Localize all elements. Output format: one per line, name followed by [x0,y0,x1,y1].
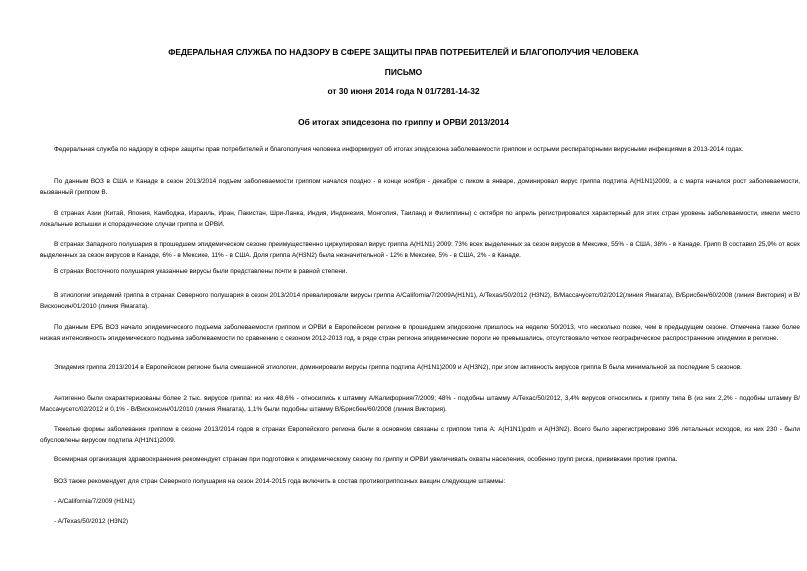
doc-type-heading: ПИСЬМО [384,67,423,77]
paragraph-vaccine-strains [40,477,800,488]
paragraph-who-europe-text: По данным ЕРБ ВОЗ начало эпидемического подъема заболеваемости гриппом и ОРВИ в Европейском регионе в прошедшем эпидсезоне пришлось на неделю 50/2013, что несколько позже, чем в предыдущем сезоне. Отмечена также более низкая интенсивность эпидемического подъема заболеваемости по сравнению с сезоном 2012-2013 год, в ряде стран региона эпидемические пороги не превышались, отсутствовало четкое географическое распространение эпидемии в регионе. [40,324,800,342]
paragraph-western-hemisphere [40,240,800,261]
paragraph-who-recommendation-text: Всемирная организация здравоохранения рекомендует странам при подготовке к эпидемическому сезону по гриппу и ОРВИ увеличивать охваты населения, особенно групп риска, прививками против гриппа. [54,456,678,463]
date-number-heading: от 30 июня 2014 года N 01/7281-14-32 [327,86,480,96]
paragraph-antigenic-text: Антигенно были охарактеризованы более 2 тыс. вирусов гриппа: из них 48,6% - относились к штамму A/Калифорния/7/2009; 48% - подобны штамму A/Техас/50/2012, 3,4% вирусов относились к гриппу типа B (из них 2,2% - подобны штамму B/Массачусетс/02/2012 и 0,1% - B/Висконсин/01/2010 (линия Ямагата), 1,1% были подобны штамму B/Брисбен/60/2008 (линия Виктория). [40,395,800,413]
paragraph-antigenic [40,394,800,415]
strain-list-item [40,517,800,528]
paragraph-european-epidemic [40,363,800,374]
strain-list-item-text: - A/California/7/2009 (H1N1) [54,498,135,505]
strain-list-item-text: - A/Texas/50/2012 (H3N2) [54,518,129,525]
agency-heading: ФЕДЕРАЛЬНАЯ СЛУЖБА ПО НАДЗОРУ В СФЕРЕ ЗАЩИТЫ ПРАВ ПОТРЕБИТЕЛЕЙ И БЛАГОПОЛУЧИЯ ЧЕЛОВЕКА [168,47,639,57]
document-title: Об итогах эпидсезона по гриппу и ОРВИ 2013/2014 [298,117,509,127]
paragraph-etiology-text: В этиологии эпидемий гриппа в странах Северного полушария в сезон 2013/2014 превалировали вирусы гриппа A/California/7/2009A(H1N1), A/Texas/50/2012 (H3N2), B/Массачусетс/02/2012(линия Ямагата), B/Брисбен/60/2008 (линия Виктория) и B/Висконсин/01/2010 (линия Ямагата). [40,292,800,310]
paragraph-vaccine-strains-text: ВОЗ также рекомендует для стран Северного полушария на сезон 2014-2015 года включить в состав противогриппозных вакцин следующие штаммы: [54,478,506,485]
paragraph-who-recommendation [40,455,800,466]
paragraph-usa-canada-text: По данным ВОЗ в США и Канаде в сезон 2013/2014 подъем заболеваемости гриппом начался поздно - в конце ноября - декабре с пиком в январе, доминировал вирус гриппа подтипа A(H1N1)2009, а с марта начался рост заболеваемости, вызванный гриппом B. [40,178,800,196]
paragraph-intro-text: Федеральная служба по надзору в сфере защиты прав потребителей и благополучия человека информирует об итогах эпидсезона заболеваемости гриппом и острыми респираторными вирусными инфекциями в 2013-2014 годах. [54,146,744,153]
paragraph-european-epidemic-text: Эпидемия гриппа 2013/2014 в Европейском регионе была смешанной этиологии, доминировали вирусы гриппа подтипа A(H1N1)2009 и A(H3N2), при этом активность вирусов гриппа B была минимальной за последние 5 сезонов. [54,364,742,371]
paragraph-etiology [40,291,800,312]
paragraph-severe-cases-text: Тяжелые формы заболевания гриппом в сезоне 2013/2014 годов в странах Европейского региона были в основном связаны с гриппом типа А: A(H1N1)pdm и A(H3N2). Всего было зарегистрировано 396 летальных исходов, из них 230 - были обусловлены вирусом подтипа A(H1N1)2009. [40,426,800,444]
paragraph-usa-canada [40,177,800,198]
paragraph-intro [40,145,800,156]
strain-list-item [40,497,800,508]
paragraph-asia-text: В странах Азии (Китай, Япония, Камбоджа, Израиль, Иран, Пакистан, Шри-Ланка, Индия, Индонезия, Монголия, Таиланд и Филиппины) с октября по апрель регистрировался характерный для этих стран уровень заболеваемости, имели место локальные вспышки и спорадические случаи гриппа и ОРВИ. [40,210,800,228]
paragraph-severe-cases [40,425,800,446]
paragraph-asia [40,209,800,230]
paragraph-eastern-hemisphere-text: В странах Восточного полушария указанные вирусы были представлены почти в равной степени. [54,268,348,275]
paragraph-eastern-hemisphere [40,267,800,278]
paragraph-western-hemisphere-text: В странах Западного полушария в прошедшем эпидемическом сезоне преимущественно циркулировал вирус гриппа A(H1N1) 2009: 73% всех выделенных за сезон вирусов в Мексике, 55% - в США, 38% - в Канаде. Грипп B составил 25,9% от всех выделенных за сезон вирусов в Канаде, 6% - в Мексике, 11% - в США. Доля гриппа A(H3N2) была незначительной - 12% в Мексике, 5% - в США, 2% - в Канаде. [40,241,800,259]
paragraph-who-europe [40,323,800,344]
